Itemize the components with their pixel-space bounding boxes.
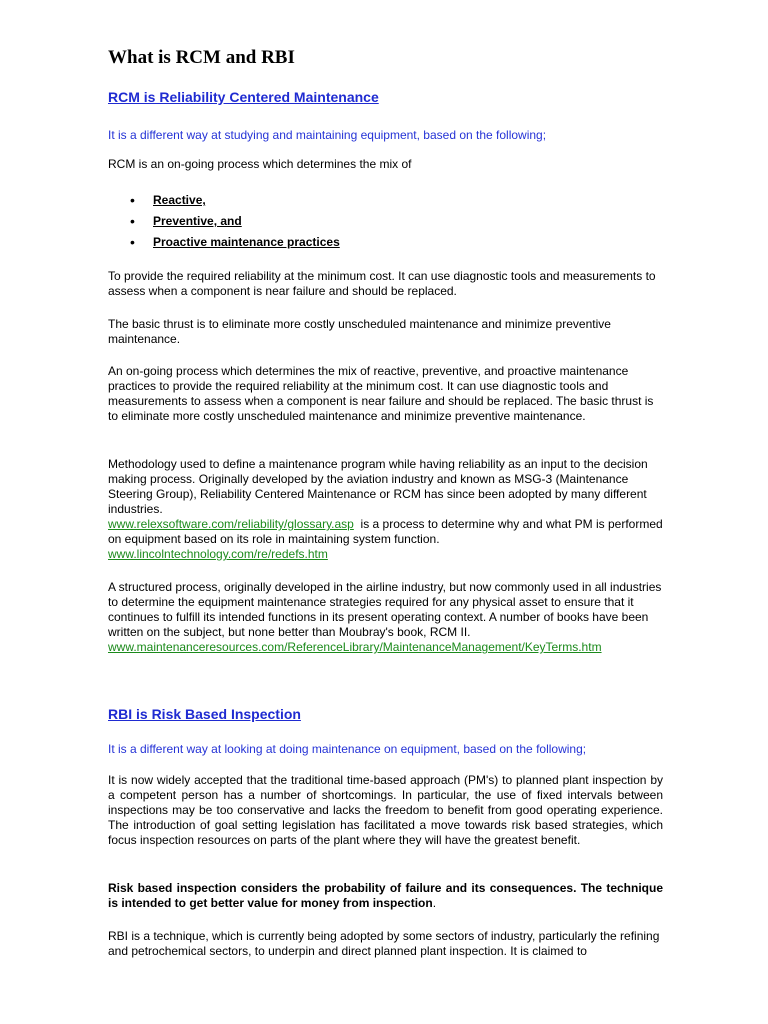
list-item bbox=[108, 211, 340, 232]
rcm-paragraph-5 bbox=[108, 580, 663, 655]
rcm-paragraph-5-text: A structured process, originally developed in the airline industry, but now commonly used in all industries to determine the equipment maintenance strategies required for any physical asset to ensure that it continues to fulfill its intended functions in its present operating context. A number of books have been written on the subject, but none better than Moubray's book, RCM II. bbox=[108, 580, 662, 639]
rbi-intro: It is a different way at looking at doing maintenance on equipment, based on the following; bbox=[108, 742, 587, 756]
bullet-proactive: Proactive maintenance practices bbox=[153, 235, 340, 249]
lincolntechnology-link[interactable]: www.lincolntechnology.com/re/redefs.htm bbox=[108, 547, 328, 561]
rbi-paragraph-2-end: . bbox=[432, 896, 437, 910]
rbi-paragraph-3: RBI is a technique, which is currently being adopted by some sectors of industry, particularly the refining and petrochemical sectors, to underpin and direct planned plant inspection. It is claimed to bbox=[108, 929, 660, 958]
bullet-preventive: Preventive, and bbox=[153, 214, 242, 228]
rcm-paragraph-4-mid: is a process to determine why and what PM is performed on equipment based on its role in maintaining system function. bbox=[108, 517, 663, 546]
rcm-paragraph-3: An on-going process which determines the mix of reactive, preventive, and proactive maintenance practices to provide the required reliability at the minimum cost. It can use diagnostic tools and measurements to assess when a component is near failure and should be replaced. The basic thrust is to eliminate more costly unscheduled maintenance and minimize preventive maintenance. bbox=[108, 364, 654, 423]
rcm-paragraph-4-text: Methodology used to define a maintenance program while having reliability as an input to the decision making process. Originally developed by the aviation industry and known as MSG-3 (Maintenance Steering Group), Reliability Centered Maintenance or RCM has since been adopted by many different industries. bbox=[108, 457, 648, 516]
page-title: What is RCM and RBI bbox=[108, 47, 295, 68]
rcm-heading[interactable]: RCM is Reliability Centered Maintenance bbox=[108, 89, 379, 105]
maintenanceresources-link[interactable]: www.maintenanceresources.com/ReferenceLibrary/MaintenanceManagement/KeyTerms.htm bbox=[108, 640, 602, 654]
list-item bbox=[108, 232, 340, 253]
rbi-paragraph-1: It is now widely accepted that the traditional time-based approach (PM's) to planned plant inspection by a competent person has a number of shortcomings. In particular, the use of fixed intervals between inspections may be too conservative and lacks the freedom to benefit from good operating experience. The introduction of goal setting legislation has facilitated a move towards risk based strategies, which focus inspection resources on parts of the plant where they will have the greatest benefit. bbox=[108, 773, 663, 847]
list-item bbox=[108, 190, 340, 211]
rcm-paragraph-1: To provide the required reliability at the minimum cost. It can use diagnostic tools and measurements to assess when a component is near failure and should be replaced. bbox=[108, 269, 656, 298]
rcm-intro: It is a different way at studying and maintaining equipment, based on the following; bbox=[108, 128, 547, 142]
rcm-bullet-list bbox=[108, 190, 340, 253]
rcm-paragraph-4 bbox=[108, 457, 663, 562]
rbi-heading[interactable]: RBI is Risk Based Inspection bbox=[108, 706, 301, 722]
rbi-paragraph-2 bbox=[108, 881, 663, 911]
relexsoftware-link[interactable]: www.relexsoftware.com/reliability/glossary.asp bbox=[108, 517, 354, 531]
rbi-paragraph-2-bold: Risk based inspection considers the probability of failure and its consequences. The technique is intended to get better value for money from inspection bbox=[108, 881, 663, 910]
rcm-lead: RCM is an on-going process which determines the mix of bbox=[108, 157, 412, 171]
rcm-paragraph-2: The basic thrust is to eliminate more costly unscheduled maintenance and minimize preventive maintenance. bbox=[108, 317, 611, 346]
bullet-reactive: Reactive, bbox=[153, 193, 206, 207]
